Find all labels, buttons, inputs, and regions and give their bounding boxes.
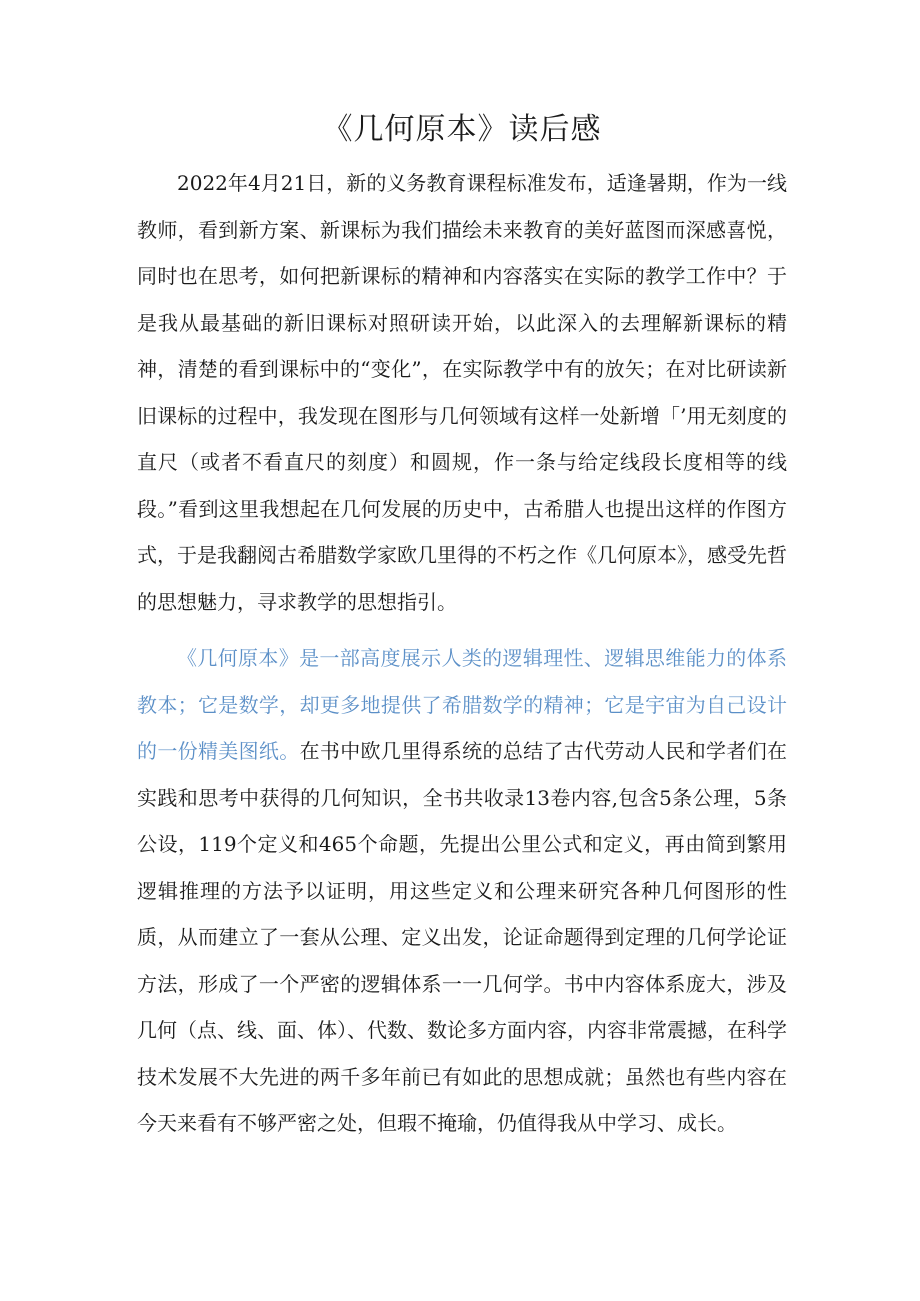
paragraph-2-highlight: 《几何原本》是一部高度展示人类的逻辑理性、逻辑思维能力的体系教本；它是数学，却更多地提供了希腊数学的精神；它是宇宙为自己设计的一份精美图纸。 bbox=[137, 646, 787, 763]
paragraph-1-text: 2022年4月21日，新的义务教育课程标准发布，适逢暑期，作为一线教师，看到新方案、新课标为我们描绘未来教育的美好蓝图而深感喜悦，同时也在思考，如何把新课标的精神和内容落实在实际的教学工作中？于是我从最基础的新旧课标对照研读开始，以此深入的去理解新课标的精神，清楚的看到课标中的“变化”，在实际教学中有的放矢；在对比研读新旧课标的过程中，我发现在图形与几何领域有这样一处新增「’用无刻度的直尺（或者不看直尺的刻度）和圆规，作一条与给定线段长度相等的线段。”看到这里我想起在几何发展的历史中，古希腊人也提出这样的作图方式，于是我翻阅古希腊数学家欧几里得的不朽之作《几何原本》，感受先哲的思想魅力，寻求教学的思想指引。 bbox=[137, 171, 787, 614]
paragraph-2 bbox=[137, 635, 787, 1147]
document-title: 《几何原本》读后感 bbox=[322, 112, 602, 147]
paragraph-1 bbox=[137, 160, 787, 625]
paragraph-2-text: 在书中欧几里得系统的总结了古代劳动人民和学者们在实践和思考中获得的几何知识，全书共收录13卷内容,包含5条公理，5条公设，119个定义和465个命题，先提出公里公式和定义，再由简到繁用逻辑推理的方法予以证明，用这些定义和公理来研究各种几何图形的性质，从而建立了一套从公理、定义出发，论证命题得到定理的几何学论证方法，形成了一个严密的逻辑体系一一几何学。书中内容体系庞大，涉及几何（点、线、面、体）、代数、数论多方面内容，内容非常震撼，在科学技术发展不大先进的两千多年前已有如此的思想成就；虽然也有些内容在今天来看有不够严密之处，但瑕不掩瑜，仍值得我从中学习、成长。 bbox=[137, 739, 788, 1135]
document-page bbox=[137, 108, 787, 1147]
